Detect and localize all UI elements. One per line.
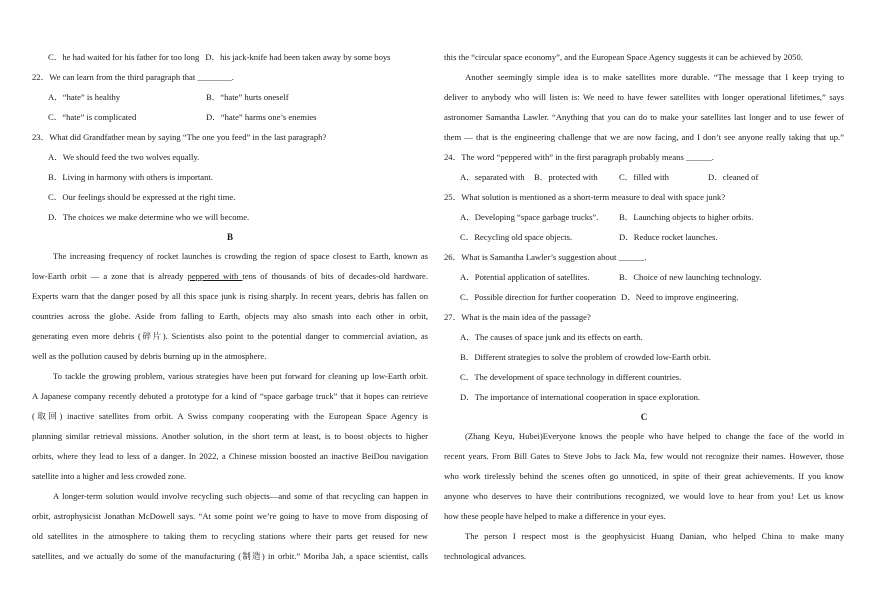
q27-stem: 27．What is the main idea of the passage? [444, 312, 591, 322]
section-c-heading: C [640, 412, 648, 422]
q23-option-b: B．Living in harmony with others is important. [48, 172, 213, 182]
para1-line2 [32, 271, 428, 282]
para4-line4: them — that is the engineering challenge that we are now facing, and I don’t see anyone really taking that up.” [444, 132, 844, 142]
q23-option-a: A．We should feed the two wolves equally. [48, 152, 200, 162]
q25-option-a: A．Developing “space garbage trucks”. [460, 212, 599, 222]
right-line1: this the “circular space economy”, and the European Space Agency suggests it can be achieved by 2050. [444, 52, 803, 62]
para1-line4: countries across the globe. Aside from falling to Earth, objects may also smash into each other in orbit, [32, 311, 428, 321]
q27-option-b: B．Different strategies to solve the problem of crowded low-Earth orbit. [460, 352, 711, 362]
para1-line2-a: low-Earth orbit — a zone that is already [32, 271, 188, 281]
para4-line1: Another seemingly simple idea is to make satellites more durable. “The message that I keep trying to [465, 72, 844, 82]
q26-stem: 26．What is Samantha Lawler’s suggestion about ______. [444, 252, 647, 262]
q21-options-cd [32, 52, 428, 63]
para1-line6: well as the pollution caused by debris burning up in the atmosphere. [32, 351, 267, 361]
para1-line3: Experts warn that the danger posed by all this space junk is rising sharply. In recent years, debris has fallen on [32, 291, 428, 301]
q24-option-c: C．filled with [619, 172, 669, 182]
c-para1-line2: recent years. From Bill Gates to Steve Jobs to Jack Ma, few would not recognize their names. However, those [444, 451, 844, 461]
q24-option-b: B．protected with [534, 172, 598, 182]
q25-option-b: B．Launching objects to higher orbits. [619, 212, 754, 222]
q21-option-c: C．he had waited for his father for too long [48, 52, 200, 62]
q27-option-a: A．The causes of space junk and its effects on earth. [460, 332, 643, 342]
q27-option-d: D．The importance of international cooperation in space exploration. [460, 392, 701, 402]
para3-line3: old satellites in the atmosphere to taking them to recycling stations where their parts get reused for new [32, 531, 428, 541]
para2-line1: To tackle the growing problem, various strategies have been put forward for cleaning up low-Earth orbit. [53, 371, 428, 381]
para2-line6: satellite into a higher and less crowded zone. [32, 471, 187, 481]
q25-option-c: C．Recycling old space objects. [460, 232, 573, 242]
q22-stem: 22．We can learn from the third paragraph that ________. [32, 72, 234, 82]
para1-line5: generating even more debris (碎片). Scientists also point to the potential danger to commercial aviation, as [32, 331, 428, 341]
q22-option-c: C．“hate” is complicated [48, 112, 137, 122]
para3-line1: A longer-term solution would involve recycling such objects—and some of that recycling can happen in [53, 491, 428, 501]
para4-line2: deliver to anybody who will listen is: We need to have fewer satellites with longer operational lifetimes,” says [444, 92, 844, 102]
q25-stem: 25．What solution is mentioned as a short-term measure to deal with space junk? [444, 192, 726, 202]
para2-line4: planning similar retrieval missions. Another solution, in the short term at least, is to boost objects to higher [32, 431, 428, 441]
q26-option-d: D．Need to improve engineering. [621, 292, 739, 302]
q26-option-c: C．Possible direction for further cooperation [460, 292, 617, 302]
q23-stem: 23．What did Grandfather mean by saying “The one you feed” in the last paragraph? [32, 132, 327, 142]
para3-line2: orbit, astrophysicist Jonathan McDowell says. “At some point we’re going to have to move from disposing of [32, 511, 428, 521]
q24-option-d: D．cleaned of [708, 172, 759, 182]
c-para2-line2: technological advances. [444, 551, 527, 561]
c-para1-line3: who work tirelessly behind the scenes often go unnoticed, in spite of their great achievements. If you know [444, 471, 844, 481]
q25-option-d: D．Reduce rocket launches. [619, 232, 718, 242]
q22-option-b: B．“hate” hurts oneself [206, 92, 289, 102]
peppered-with-underlined: peppered with [187, 271, 243, 281]
para2-line5: orbits, where they lead to less of a danger. In 2022, a Chinese mission boosted an inactive BeiDou navigation [32, 451, 428, 461]
c-para1-line4: anyone who deserves to have their contributions recognized, we would love to hear from you! Let us know [444, 491, 844, 501]
para2-line3: (取回) inactive satellites from orbit. A Swiss company cooperating with the European Space Agency is [32, 411, 428, 421]
para1-line2-b: tens of thousands of bits of decades-old hardware. [242, 271, 428, 281]
q27-option-c: C．The development of space technology in different countries. [460, 372, 682, 382]
q26-option-b: B．Choice of new launching technology. [619, 272, 762, 282]
q23-option-c: C．Our feelings should be expressed at the right time. [48, 192, 236, 202]
q23-option-d: D．The choices we make determine who we will become. [48, 212, 250, 222]
q22-option-d: D．“hate” harms one’s enemies [206, 112, 317, 122]
q24-option-a: A．separated with [460, 172, 525, 182]
q22-option-a: A．“hate” is healthy [48, 92, 121, 102]
c-para1-line1: (Zhang Keyu, Hubei)Everyone knows the people who have helped to change the face of the world in [465, 431, 844, 441]
c-para1-line5: how these people have helped to make a difference in your eyes. [444, 511, 666, 521]
para1-line1: The increasing frequency of rocket launches is crowding the region of space closest to Earth, known as [53, 251, 428, 261]
para2-line2: A Japanese company recently debuted a prototype for a kind of “space garbage truck” that it hopes can retrieve [32, 391, 428, 401]
para3-line4: satellites, and we actually do some of the manufacturing (制造) in orbit.” Moriba Jah, a space scientist, calls [32, 551, 428, 561]
c-para2-line1: The person I respect most is the geophysicist Huang Danian, who helped China to make many [465, 531, 844, 541]
para4-line3: astronomer Samantha Lawler. “Anything that you can do to make your satellites last longer and to use fewer of [444, 112, 844, 122]
q21-option-d: D．his jack-knife had been taken away by some boys [205, 52, 391, 62]
q24-stem: 24．The word “peppered with” in the first paragraph probably means ______. [444, 152, 714, 162]
q26-option-a: A．Potential application of satellites. [460, 272, 590, 282]
section-b-heading: B [226, 232, 233, 242]
